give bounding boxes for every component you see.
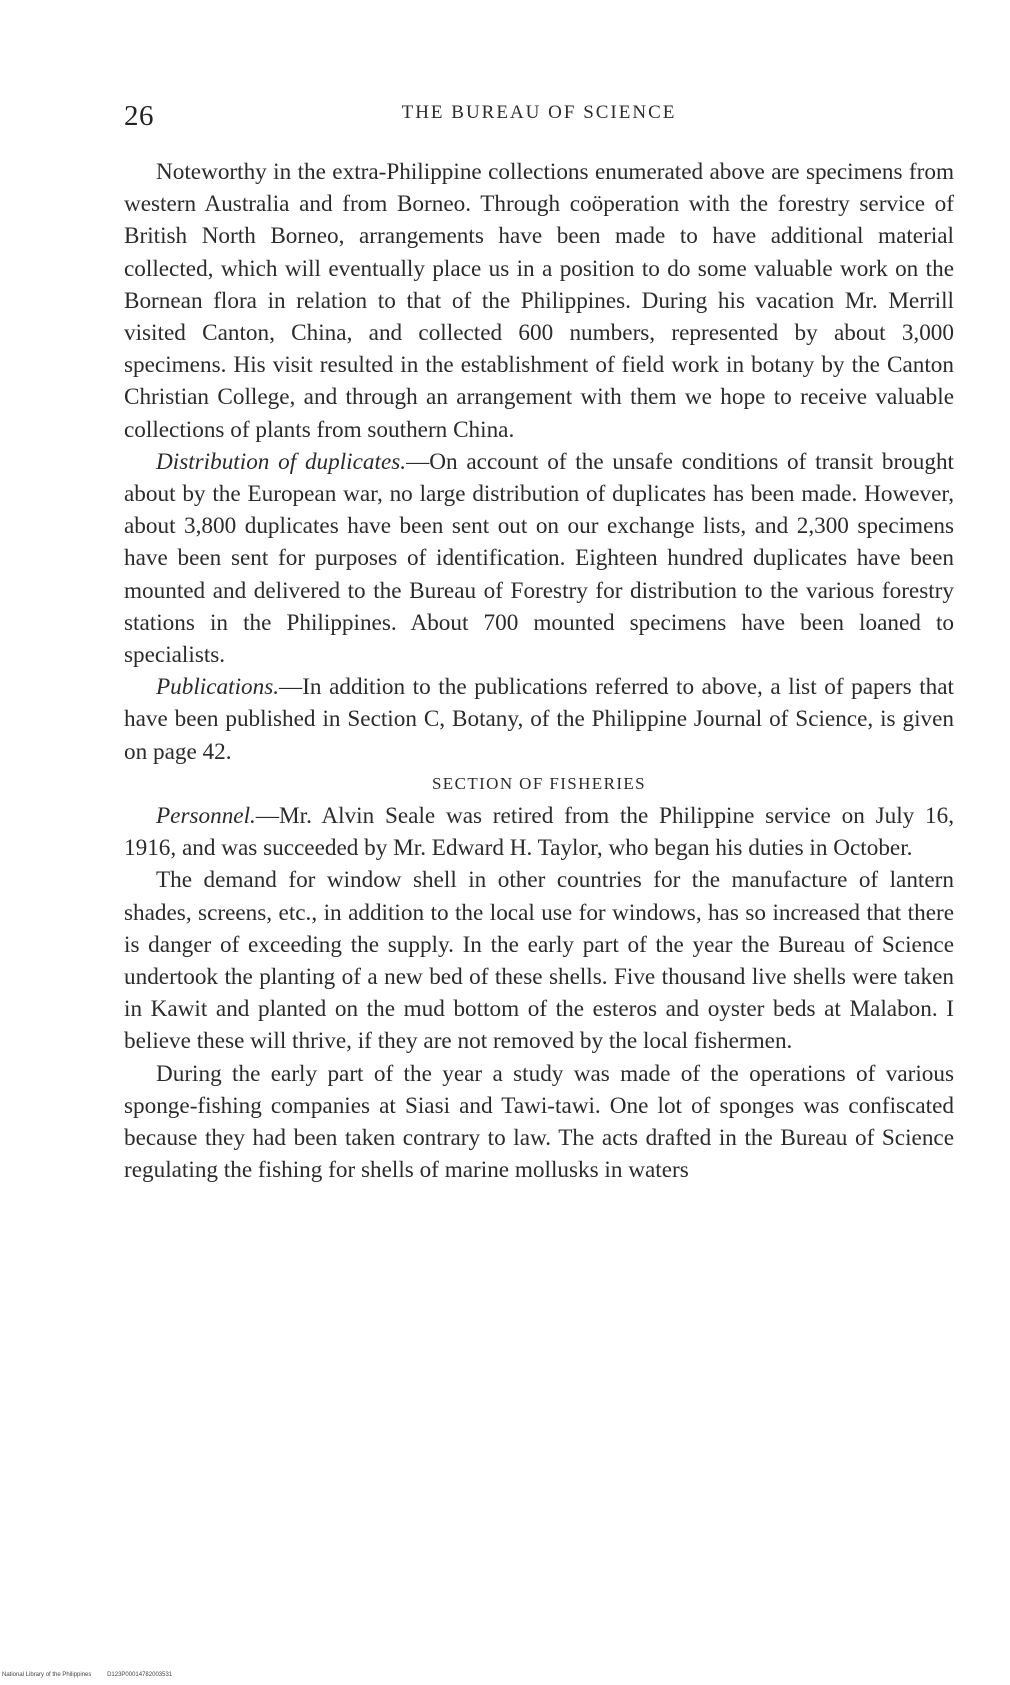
paragraph-sponge-fishing — [124, 1058, 954, 1187]
page-number: 26 — [124, 100, 154, 132]
footer-code: D123P00014782003531 — [107, 1672, 173, 1678]
paragraph-window-shell — [124, 864, 954, 1057]
section-heading: SECTION OF FISHERIES — [431, 773, 647, 793]
run-in-heading: Publications. — [156, 674, 280, 701]
footer-library: National Library of the Philippines — [2, 1672, 92, 1678]
run-in-heading: Personnel. — [156, 803, 256, 830]
paragraph-text: Noteworthy in the extra-Philippine collections enumerated above are specimens from western Australia and from Borneo. Through coöperation with the forestry service of British North Borneo, arrangements have been made to have additional material collected, which will eventually place us in a position to do some valuable work on the Bornean flora in relation to that of the Philippines. During his vacation Mr. Merrill visited Canton, China, and collected 600 numbers, represented by about 3,000 specimens. His visit resulted in the establishment of field work in botany by the Canton Christian College, and through an arrangement with them we hope to receive valuable collections of plants from southern China. — [124, 159, 954, 443]
paragraph-text: —On account of the unsafe conditions of transit brought about by the European war, no large distribution of duplicates has been made. However, about 3,800 duplicates have been sent out on our exchange lists, and 2,300 specimens have been sent for purposes of identification. Eighteen hundred duplicates have been mounted and delivered to the Bureau of Forestry for distribution to the various forestry stations in the Philippines. About 700 mounted specimens have been loaned to specialists. — [124, 448, 954, 669]
paragraph-extra-philippine-collections — [124, 156, 954, 446]
paragraph-distribution-of-duplicates — [124, 446, 954, 671]
paragraph-text: During the early part of the year a study was made of the operations of various sponge-fishing companies at Siasi and Tawi-tawi. One lot of sponges was confiscated because they had been taken contrary to law. The acts drafted in the Bureau of Science regulating the fishing for shells of marine mollusks in waters — [124, 1060, 954, 1184]
paragraph-text: The demand for window shell in other countries for the manufacture of lantern shades, screens, etc., in addition to the local use for windows, has so increased that there is danger of exceeding the supply. In the early part of the year the Bureau of Science undertook the planting of a new bed of these shells. Five thousand live shells were taken in Kawit and planted on the mud bottom of the esteros and oyster beds at Malabon. I believe these will thrive, if they are not removed by the local fishermen. — [124, 867, 954, 1055]
paragraph-publications — [124, 671, 954, 768]
running-head: THE BUREAU OF SCIENCE — [401, 102, 677, 123]
paragraph-text: —Mr. Alvin Seale was retired from the Philippine service on July 16, 1916, and was succeeded by Mr. Edward H. Taylor, who began his duties in October. — [124, 803, 954, 862]
run-in-heading: Distribution of duplicates. — [156, 448, 407, 475]
scan-footer — [2, 1672, 186, 1678]
paragraph-text: —In addition to the publications referred to above, a list of papers that have been published in Section C, Botany, of the Philippine Journal of Science, is given on page 42. — [124, 674, 954, 765]
paragraph-personnel — [124, 800, 954, 864]
page-header — [124, 96, 954, 136]
body-text — [124, 156, 954, 1187]
